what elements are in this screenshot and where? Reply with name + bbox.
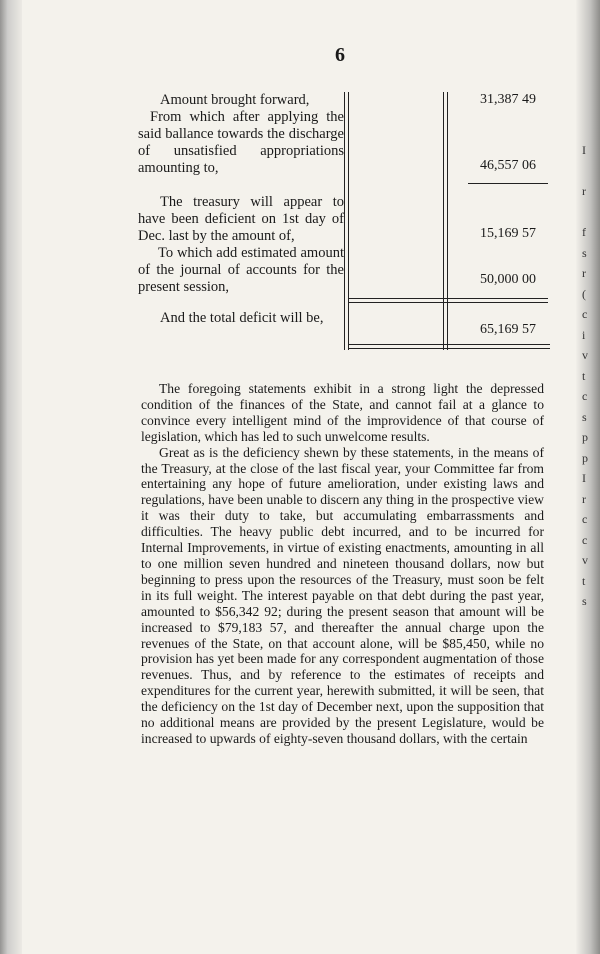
ledger-amount-1: 46,557 06 (480, 158, 536, 173)
margin-fragment: s (582, 594, 587, 608)
ledger-desc-0: Amount brought forward, (160, 92, 310, 108)
facing-page-margin (582, 140, 594, 612)
ledger-amount-4: 65,169 57 (480, 322, 536, 337)
margin-fragment: v (582, 553, 588, 567)
margin-fragment: p (582, 450, 588, 465)
margin-fragment: v (582, 348, 588, 362)
margin-fragment: i (582, 327, 586, 342)
ledger-amount-3: 50,000 00 (480, 272, 536, 287)
body-text (141, 381, 544, 747)
margin-fragment: s (582, 245, 587, 260)
ledger-amount-0: 31,387 49 (480, 92, 536, 107)
paragraph-2: Great as is the deficiency shewn by these statements, in the means of the Treasury, at the close of the last fiscal year, your Committee far from entertaining any hope of future amelioration, under existing laws and regulations, have been unable to discern any thing in the prospective view it was their duty to take, but accumulating embarrassments and difficulties. The heavy public debt incurred, and to be incurred for Internal Improvements, in virtue of existing enactments, amounting in all to one million seven hundred and nineteen thousand dollars, now but beginning to press upon the resources of the Treasury, must soon be felt in its full weight. The interest payable on that debt during the past year, amounted to $56,342 92; during the present season that amount will be increased to $79,183 57, and thereafter the annual charge upon the revenues of the State, on that account alone, will be $85,450, while no provision has yet been made for any correspondent augmentation of those revenues. Thus, and by reference to the estimates of receipts and expenditures for the current year, herewith submitted, it will be seen, that the deficiency on the 1st day of December next, upon the supposition that no additional means are provided by the present Legislature, would be increased to upwards of eighty-seven thousand dollars, with the certain (141, 444, 544, 746)
margin-fragment: I (582, 143, 586, 157)
ledger-desc-2: The treasury will appear to have been deficient on 1st day of Dec. last by the amount of, (138, 194, 344, 244)
margin-fragment: p (582, 430, 588, 444)
ledger-table (138, 88, 550, 352)
margin-fragment: t (582, 368, 586, 383)
page-number: 6 (335, 44, 345, 66)
margin-fragment: f (582, 225, 586, 239)
margin-fragment: c (582, 512, 588, 526)
margin-fragment: r (582, 491, 586, 506)
margin-fragment: c (582, 532, 588, 547)
ledger-desc-4: And the total deficit will be, (160, 310, 324, 326)
paragraph-1: The foregoing statements exhibit in a strong light the depressed condition of the finances of the State, and cannot fail at a glance to convince every intelligent mind of the improvidence of that course of legislation, which has led to such unwelcome results. (141, 381, 544, 444)
margin-fragment: I (582, 471, 586, 485)
margin-fragment: ( (582, 286, 586, 301)
margin-fragment: t (582, 573, 586, 588)
margin-fragment: s (582, 409, 587, 424)
ledger-amount-2: 15,169 57 (480, 226, 536, 241)
margin-fragment: r (582, 184, 586, 198)
margin-fragment (582, 202, 594, 223)
ledger-desc-1: From which after applying the said ballance towards the discharge of unsatisfied appropriations amounting to, (138, 109, 344, 176)
margin-fragment: c (582, 389, 588, 403)
margin-fragment: c (582, 307, 588, 321)
left-page-edge (0, 0, 22, 954)
margin-fragment (582, 161, 594, 182)
ledger-desc-3: To which add estimated amount of the journal of accounts for the present session, (138, 245, 344, 295)
margin-fragment: r (582, 266, 586, 280)
